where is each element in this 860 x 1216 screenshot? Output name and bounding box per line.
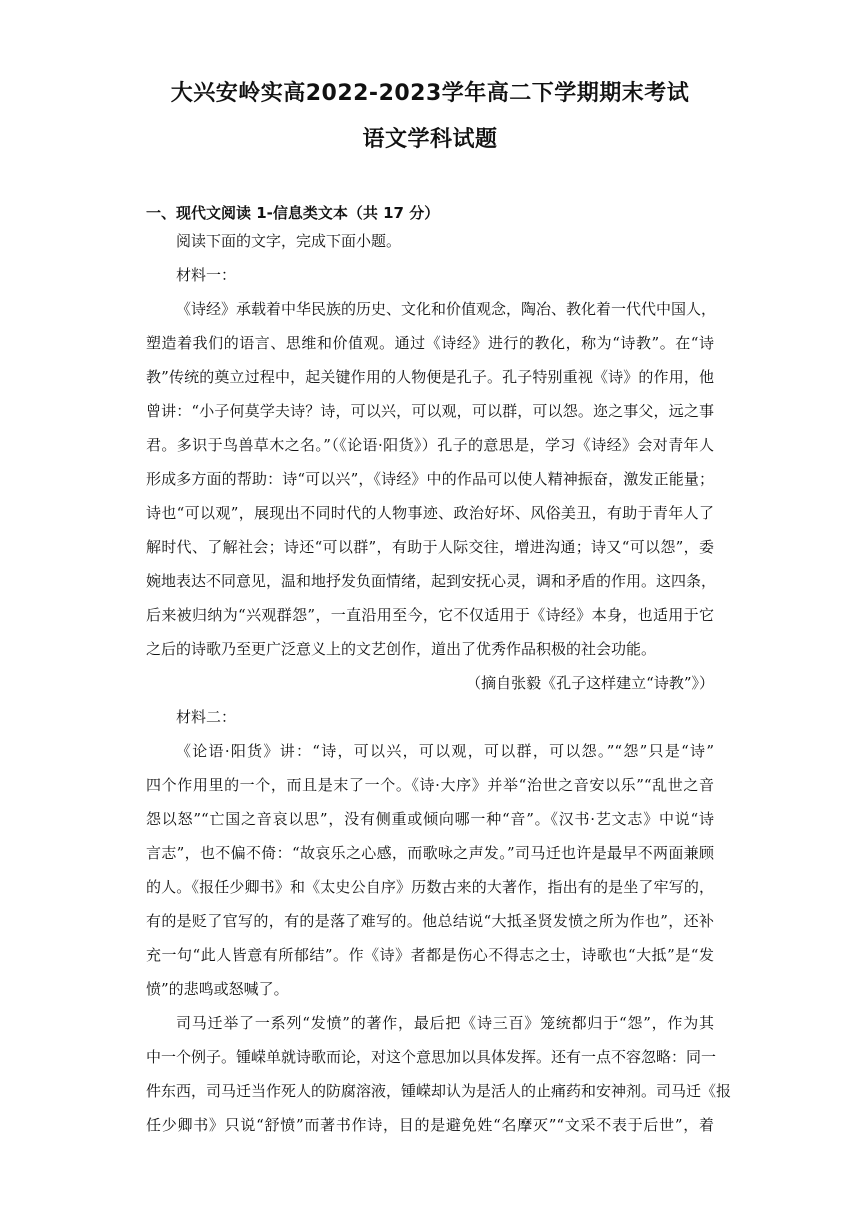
exam-subtitle: 语文学科试题 xyxy=(362,127,498,152)
text-line: 《论语·阳货》讲：“诗，可以兴，可以观，可以群，可以怨。”“怨”只是“诗” xyxy=(176,742,714,760)
material2-paragraph-2 xyxy=(146,1006,732,1142)
text-line: 的人。《报任少卿书》和《太史公自序》历数古来的大著作，指出有的是坐了牢写的， xyxy=(146,878,714,896)
text-line: 君。多识于鸟兽草木之名。”（《论语·阳货》）孔子的意思是，学习《诗经》会对青年人 xyxy=(146,436,714,454)
text-line: 婉地表达不同意见，温和地抒发负面情绪，起到安抚心灵，调和矛盾的作用。这四条， xyxy=(146,572,717,590)
text-line: 塑造着我们的语言、思维和价值观。通过《诗经》进行的教化，称为“诗教”。在“诗 xyxy=(146,334,714,352)
text-line: 司马迁举了一系列“发愤”的著作，最后把《诗三百》笼统都归于“怨”，作为其 xyxy=(176,1014,714,1032)
text-line: 任少卿书》只说“舒愤”而著书作诗，目的是避免姓“名摩灭”“文采不表于后世”，着 xyxy=(146,1116,714,1134)
text-line: 之后的诗歌乃至更广泛意义上的文艺创作，道出了优秀作品积极的社会功能。 xyxy=(146,640,657,658)
material1-paragraph xyxy=(146,292,717,666)
text-line: 教”传统的奠立过程中，起关键作用的人物便是孔子。孔子特别重视《诗》的作用，他 xyxy=(146,368,714,386)
material1-label: 材料一： xyxy=(176,266,237,284)
instruction-text: 阅读下面的文字，完成下面小题。 xyxy=(176,232,402,250)
text-line: 诗也“可以观”，展现出不同时代的人物事迹、政治好坏、风俗美丑，有助于青年人了 xyxy=(146,504,714,522)
section-heading: 一、现代文阅读 1-信息类文本（共 17 分） xyxy=(146,204,440,222)
text-line: 言志”，也不偏不倚：“故哀乐之心感，而歌咏之声发。”司马迁也许是最早不两面兼顾 xyxy=(146,844,714,862)
text-line: 《诗经》承载着中华民族的历史、文化和价值观念，陶冶、教化着一代代中国人， xyxy=(176,300,717,318)
text-line: 后来被归纳为“兴观群怨”，一直沿用至今，它不仅适用于《诗经》本身，也适用于它 xyxy=(146,606,714,624)
text-line: 愤”的悲鸣或怒喊了。 xyxy=(146,980,289,998)
material2-label: 材料二： xyxy=(176,708,237,726)
text-line: 件东西，司马迁当作死人的防腐溶液，锺嵘却认为是活人的止痛药和安神剂。司马迁《报 xyxy=(146,1082,732,1100)
text-line: 充一句“此人皆意有所郁结”。作《诗》者都是伤心不得志之士，诗歌也“大抵”是“发 xyxy=(146,946,714,964)
text-line: 四个作用里的一个，而且是末了一个。《诗·大序》并举“治世之音安以乐”“乱世之音 xyxy=(146,776,714,794)
text-line: 有的是贬了官写的，有的是落了难写的。他总结说“大抵圣贤发愤之所为作也”，还补 xyxy=(146,912,714,930)
reading-passage xyxy=(146,224,732,1142)
text-line: 怨以怒”“亡国之音哀以思”，没有侧重或倾向哪一种“音”。《汉书·艺文志》中说“诗 xyxy=(146,810,714,828)
text-line: 曾讲：“小子何莫学夫诗？诗，可以兴，可以观，可以群，可以怨。迩之事父，远之事 xyxy=(146,402,714,420)
text-line: 形成多方面的帮助：诗“可以兴”，《诗经》中的作品可以使人精神振奋，激发正能量； xyxy=(146,470,714,488)
material1-source: （摘自张毅《孔子这样建立“诗教”》） xyxy=(466,674,714,692)
text-line: 中一个例子。锺嵘单就诗歌而论，对这个意思加以具体发挥。还有一点不容忽略：同一 xyxy=(146,1048,717,1066)
text-line: 解时代、了解社会；诗还“可以群”，有助于人际交往，增进沟通；诗又“可以怨”，委 xyxy=(146,538,714,556)
exam-title: 大兴安岭实高2022-2023学年高二下学期期末考试 xyxy=(170,81,690,106)
material2-paragraph-1 xyxy=(146,734,714,1006)
